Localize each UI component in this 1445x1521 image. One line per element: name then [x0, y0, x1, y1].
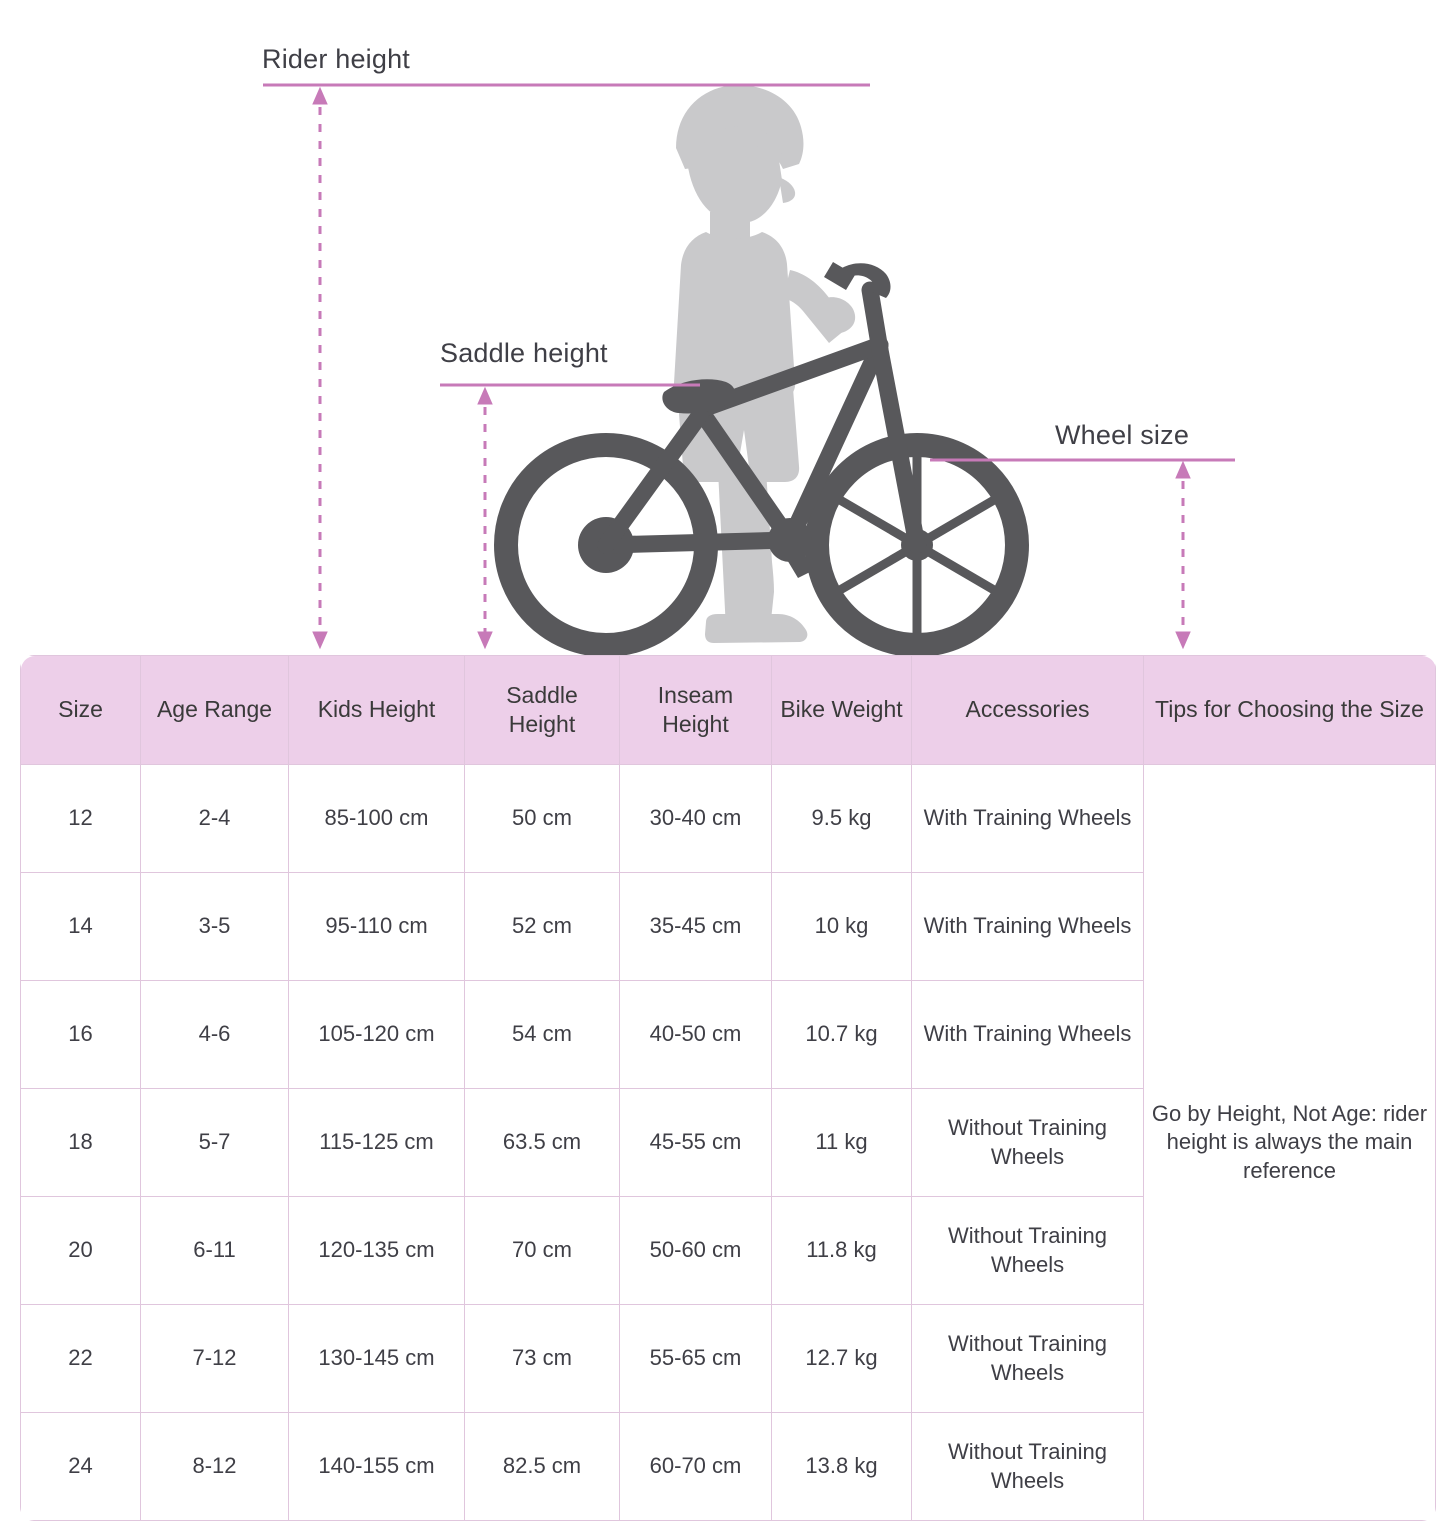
table-header-row [21, 656, 1436, 765]
cell-saddle-height: 70 cm [465, 1197, 620, 1305]
size-chart-section [20, 655, 1428, 1521]
cell-size: 20 [21, 1197, 141, 1305]
column-header-kids-height: Kids Height [289, 656, 465, 765]
cell-age: 8-12 [141, 1413, 289, 1521]
cell-inseam-height: 60-70 cm [620, 1413, 772, 1521]
cell-age: 7-12 [141, 1305, 289, 1413]
cell-accessories: With Training Wheels [912, 873, 1144, 981]
cell-inseam-height: 55-65 cm [620, 1305, 772, 1413]
cell-inseam-height: 50-60 cm [620, 1197, 772, 1305]
cell-saddle-height: 63.5 cm [465, 1089, 620, 1197]
cell-saddle-height: 73 cm [465, 1305, 620, 1413]
bike-and-rider-graphic [0, 0, 1445, 660]
saddle-height-label: Saddle height [440, 338, 608, 368]
cell-kids-height: 120-135 cm [289, 1197, 465, 1305]
cell-bike-weight: 9.5 kg [772, 765, 912, 873]
cell-bike-weight: 10 kg [772, 873, 912, 981]
table-row [21, 765, 1436, 873]
cell-size: 24 [21, 1413, 141, 1521]
cell-inseam-height: 35-45 cm [620, 873, 772, 981]
cell-bike-weight: 12.7 kg [772, 1305, 912, 1413]
cell-tips: Go by Height, Not Age: rider height is always the main reference [1144, 765, 1436, 1521]
cell-kids-height: 85-100 cm [289, 765, 465, 873]
cell-age: 2-4 [141, 765, 289, 873]
cell-inseam-height: 40-50 cm [620, 981, 772, 1089]
wheel-size-label: Wheel size [1055, 420, 1190, 450]
column-header-tips: Tips for Choosing the Size [1144, 656, 1436, 765]
cell-kids-height: 140-155 cm [289, 1413, 465, 1521]
size-chart-table [20, 655, 1436, 1521]
cell-size: 16 [21, 981, 141, 1089]
column-header-bike-weight: Bike Weight [772, 656, 912, 765]
column-header-accessories: Accessories [912, 656, 1144, 765]
cell-size: 12 [21, 765, 141, 873]
cell-kids-height: 105-120 cm [289, 981, 465, 1089]
cell-accessories: Without Training Wheels [912, 1197, 1144, 1305]
cell-accessories: With Training Wheels [912, 981, 1144, 1089]
cell-bike-weight: 11.8 kg [772, 1197, 912, 1305]
column-header-inseam-height: Inseam Height [620, 656, 772, 765]
cell-size: 18 [21, 1089, 141, 1197]
cell-accessories: Without Training Wheels [912, 1305, 1144, 1413]
cell-bike-weight: 10.7 kg [772, 981, 912, 1089]
cell-saddle-height: 82.5 cm [465, 1413, 620, 1521]
cell-age: 3-5 [141, 873, 289, 981]
cell-age: 5-7 [141, 1089, 289, 1197]
cell-bike-weight: 11 kg [772, 1089, 912, 1197]
column-header-age-range: Age Range [141, 656, 289, 765]
column-header-size: Size [21, 656, 141, 765]
cell-age: 6-11 [141, 1197, 289, 1305]
cell-saddle-height: 50 cm [465, 765, 620, 873]
cell-kids-height: 130-145 cm [289, 1305, 465, 1413]
cell-kids-height: 115-125 cm [289, 1089, 465, 1197]
bike-sizing-illustration [0, 0, 1445, 660]
cell-inseam-height: 30-40 cm [620, 765, 772, 873]
cell-accessories: With Training Wheels [912, 765, 1144, 873]
column-header-saddle-height: Saddle Height [465, 656, 620, 765]
cell-bike-weight: 13.8 kg [772, 1413, 912, 1521]
rider-height-label: Rider height [262, 44, 410, 74]
cell-saddle-height: 54 cm [465, 981, 620, 1089]
cell-size: 14 [21, 873, 141, 981]
cell-saddle-height: 52 cm [465, 873, 620, 981]
cell-accessories: Without Training Wheels [912, 1089, 1144, 1197]
cell-accessories: Without Training Wheels [912, 1413, 1144, 1521]
cell-kids-height: 95-110 cm [289, 873, 465, 981]
cell-inseam-height: 45-55 cm [620, 1089, 772, 1197]
cell-size: 22 [21, 1305, 141, 1413]
cell-age: 4-6 [141, 981, 289, 1089]
